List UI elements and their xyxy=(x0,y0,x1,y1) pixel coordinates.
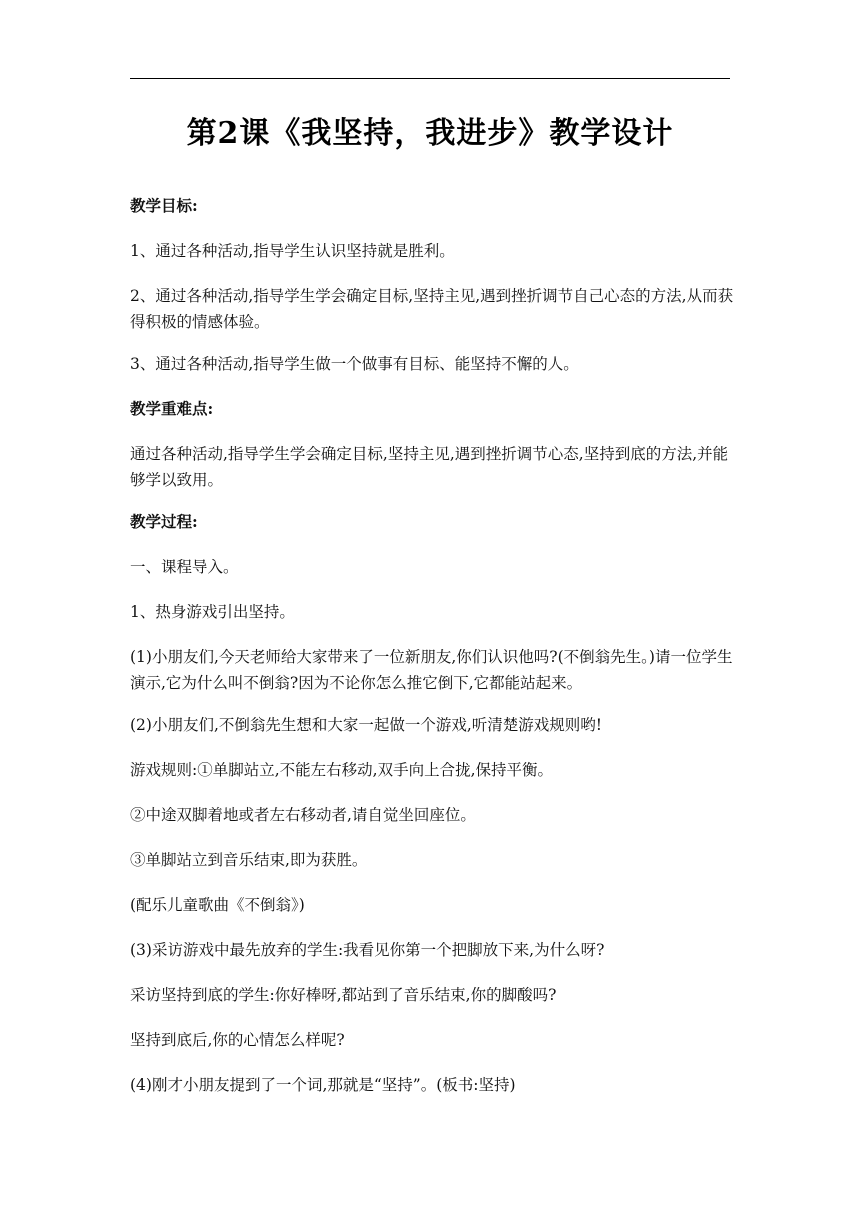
paragraph: (1)小朋友们,今天老师给大家带来了一位新朋友,你们认识他吗?(不倒翁先生。)请一位学生演示,它为什么叫不倒翁?因为不论你怎么推它倒下,它都能站起来。 xyxy=(130,648,733,692)
paragraph: 3、通过各种活动,指导学生做一个做事有目标、能坚持不懈的人。 xyxy=(130,355,579,373)
section-heading-process: 教学过程: xyxy=(130,512,198,531)
paragraph: 2、通过各种活动,指导学生学会确定目标,坚持主见,遇到挫折调节自己心态的方法,从而获得积极的情感体验。 xyxy=(130,287,734,331)
paragraph: 游戏规则:①单脚站立,不能左右移动,双手向上合拢,保持平衡。 xyxy=(130,761,554,779)
section-heading-key-points: 教学重难点: xyxy=(130,399,214,418)
paragraph: 坚持到底后,你的心情怎么样呢? xyxy=(130,1031,345,1049)
paragraph: (3)采访游戏中最先放弃的学生:我看见你第一个把脚放下来,为什么呀? xyxy=(130,941,605,959)
paragraph: (2)小朋友们,不倒翁先生想和大家一起做一个游戏,听清楚游戏规则哟! xyxy=(130,716,603,734)
paragraph: 1、通过各种活动,指导学生认识坚持就是胜利。 xyxy=(130,242,455,260)
paragraph: (配乐儿童歌曲《不倒翁》) xyxy=(130,896,305,914)
header-rule xyxy=(130,78,730,79)
paragraph: (4)刚才小朋友提到了一个词,那就是“坚持”。(板书:坚持) xyxy=(130,1076,516,1094)
paragraph: ②中途双脚着地或者左右移动者,请自觉坐回座位。 xyxy=(130,806,476,824)
paragraph: 一、课程导入。 xyxy=(130,558,239,576)
paragraph: ③单脚站立到音乐结束,即为获胜。 xyxy=(130,851,368,869)
document-title: 第2课《我坚持，我进步》教学设计 xyxy=(186,116,674,151)
paragraph: 通过各种活动,指导学生学会确定目标,坚持主见,遇到挫折调节心态,坚持到底的方法,并能够学以致用。 xyxy=(130,445,729,489)
paragraph: 1、热身游戏引出坚持。 xyxy=(130,603,295,621)
paragraph: 采访坚持到底的学生:你好棒呀,都站到了音乐结束,你的脚酸吗? xyxy=(130,986,557,1004)
section-heading-objectives: 教学目标: xyxy=(130,196,198,215)
